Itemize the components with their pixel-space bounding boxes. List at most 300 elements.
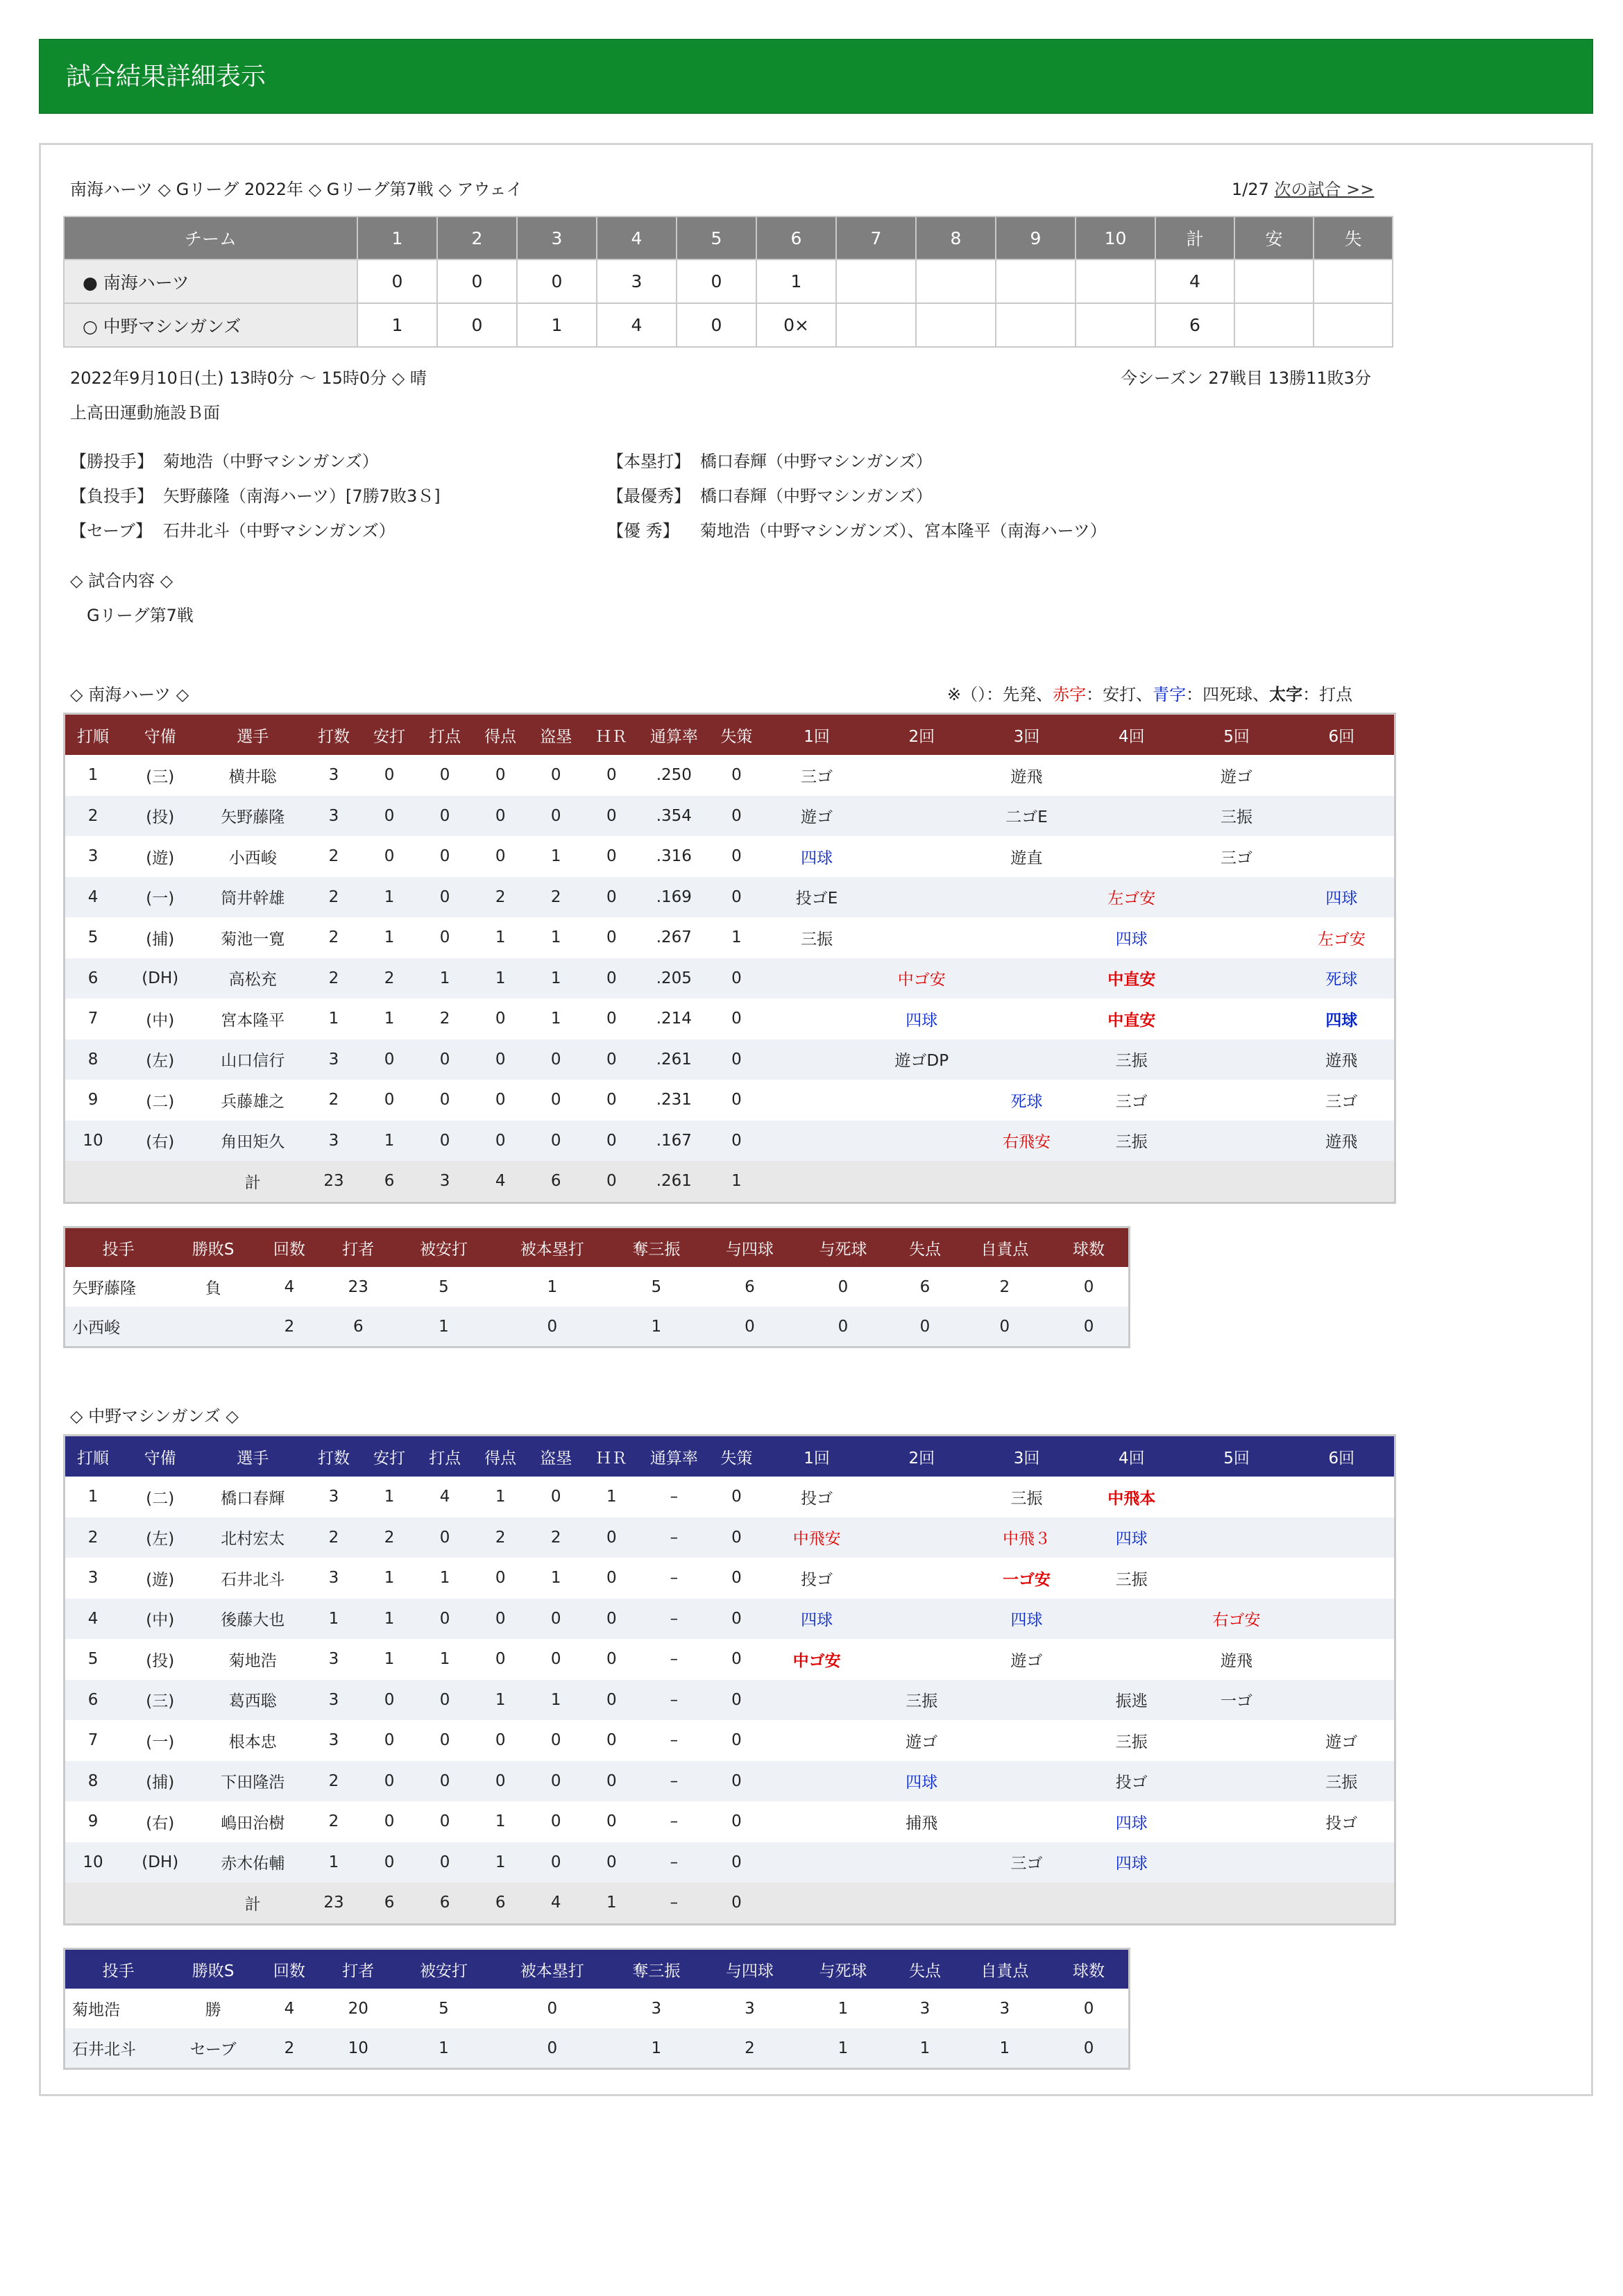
award-value: 石井北斗（中野マシンガンズ） bbox=[163, 521, 396, 541]
batter-order: 9 bbox=[65, 1080, 121, 1121]
batter-rbi: 0 bbox=[417, 755, 473, 796]
batter-ab: 2 bbox=[306, 836, 362, 877]
at-bat-result: 遊飛 bbox=[1325, 1133, 1358, 1152]
batter-hits: 1 bbox=[362, 1477, 417, 1517]
batter-player: 宮本隆平 bbox=[199, 998, 305, 1039]
inning-6-result bbox=[1289, 1477, 1394, 1517]
inning-4-result bbox=[1079, 958, 1184, 999]
inning-2-result bbox=[869, 877, 974, 918]
batter-errors: 0 bbox=[708, 1801, 764, 1842]
inning-5-result bbox=[1184, 1680, 1289, 1721]
legend-bold: 太字 bbox=[1269, 685, 1303, 704]
at-bat-result: 遊飛 bbox=[1325, 1052, 1358, 1071]
away-team-title: ◇ 中野マシンガンズ ◇ bbox=[70, 1406, 239, 1426]
total-runs: 4 bbox=[1155, 260, 1234, 303]
score-header-cell: 8 bbox=[916, 216, 996, 260]
batter-rbi: 0 bbox=[417, 1680, 473, 1721]
batter-ab: 3 bbox=[306, 1477, 362, 1517]
total-hits bbox=[1234, 303, 1314, 347]
at-bat-result: 三振 bbox=[1325, 1774, 1358, 1792]
legend-mid2: ：四死球、 bbox=[1186, 685, 1270, 704]
inning-3-result bbox=[974, 1720, 1079, 1761]
batter-ab: 1 bbox=[306, 998, 362, 1039]
inning-1-result bbox=[764, 1517, 869, 1558]
inning-1-result bbox=[764, 755, 869, 796]
batter-errors: 0 bbox=[708, 1599, 764, 1640]
inning-3-result bbox=[974, 796, 1079, 837]
score-header-cell: 1 bbox=[357, 216, 437, 260]
batting-header-cell: ＨＲ bbox=[584, 1436, 639, 1477]
batter-hr: 0 bbox=[584, 1761, 639, 1802]
batter-player: 石井北斗 bbox=[199, 1558, 305, 1599]
batter-hits: 0 bbox=[362, 1842, 417, 1883]
batter-errors: 0 bbox=[708, 1720, 764, 1761]
scoreboard-table bbox=[63, 216, 1393, 348]
total-value: 6 bbox=[362, 1882, 417, 1923]
inning-4-result bbox=[1079, 1558, 1184, 1599]
at-bat-result: 四球 bbox=[1115, 1855, 1148, 1873]
inning-3-result bbox=[974, 1477, 1079, 1517]
at-bat-result: 中直安 bbox=[1107, 1011, 1156, 1030]
batting-header-cell: 4回 bbox=[1079, 715, 1184, 755]
home-batting-table bbox=[65, 715, 1394, 1202]
team-name-cell bbox=[64, 260, 357, 303]
pitcher-stat: 3 bbox=[703, 1989, 797, 2028]
team-name: 中野マシンガンズ bbox=[103, 316, 241, 337]
pitcher-stat: 5 bbox=[393, 1989, 495, 2028]
batter-hr: 0 bbox=[584, 1121, 639, 1162]
inning-2-result bbox=[869, 1599, 974, 1640]
pitcher-stat: 0 bbox=[703, 1307, 797, 1346]
inning-6-result bbox=[1289, 958, 1394, 999]
inning-4-result bbox=[1079, 1842, 1184, 1883]
batter-ab: 3 bbox=[306, 1720, 362, 1761]
total-spacer bbox=[121, 1161, 199, 1202]
inning-1-result bbox=[764, 1720, 869, 1761]
inning-6-result bbox=[1289, 877, 1394, 918]
batter-player: 下田隆浩 bbox=[199, 1761, 305, 1802]
inning-5-result bbox=[1184, 1599, 1289, 1640]
batting-header-cell: 2回 bbox=[869, 715, 974, 755]
batter-rbi: 0 bbox=[417, 1039, 473, 1080]
home-team-title: ◇ 南海ハーツ ◇ bbox=[70, 685, 189, 704]
batter-sb: 0 bbox=[528, 1039, 584, 1080]
batter-order: 1 bbox=[65, 1477, 121, 1517]
total-value: 1 bbox=[708, 1161, 764, 1202]
batter-sb: 1 bbox=[528, 1558, 584, 1599]
team-marker: ● bbox=[83, 272, 98, 293]
inning-1-result bbox=[764, 1477, 869, 1517]
award-label: 【優 秀】 bbox=[607, 521, 679, 541]
next-game-link[interactable]: 次の試合 >> bbox=[1274, 180, 1375, 199]
total-spacer bbox=[65, 1882, 121, 1923]
inning-4-result bbox=[1079, 877, 1184, 918]
at-bat-result: 中飛３ bbox=[1003, 1530, 1051, 1549]
game-pager bbox=[1232, 176, 1374, 200]
batter-avg: – bbox=[639, 1680, 708, 1721]
pitching-header-cell: 球数 bbox=[1049, 1228, 1128, 1267]
batter-row bbox=[65, 755, 1394, 796]
total-value: 23 bbox=[306, 1161, 362, 1202]
inning-1-result bbox=[764, 1121, 869, 1162]
inning-6-result bbox=[1289, 1080, 1394, 1121]
inning-1-result bbox=[764, 1761, 869, 1802]
inning-2-result bbox=[869, 1801, 974, 1842]
pitching-header-cell: 球数 bbox=[1049, 1950, 1128, 1989]
score-header-cell: 10 bbox=[1076, 216, 1155, 260]
at-bat-result: 四球 bbox=[1325, 890, 1358, 908]
total-spacer bbox=[1184, 1882, 1289, 1923]
batter-rbi: 0 bbox=[417, 1842, 473, 1883]
batter-position: (捕) bbox=[121, 917, 199, 958]
batter-avg: .169 bbox=[639, 877, 708, 918]
pitcher-stat: 10 bbox=[324, 2028, 393, 2068]
batter-ab: 2 bbox=[306, 1517, 362, 1558]
batter-sb: 2 bbox=[528, 1517, 584, 1558]
batter-sb: 1 bbox=[528, 998, 584, 1039]
inning-4-result bbox=[1079, 1801, 1184, 1842]
batter-runs: 0 bbox=[473, 1558, 528, 1599]
pitcher-stat: 2 bbox=[255, 2028, 323, 2068]
pitcher-stat: 6 bbox=[703, 1267, 797, 1307]
pitcher-stat: 4 bbox=[255, 1267, 323, 1307]
total-spacer bbox=[1184, 1161, 1289, 1202]
awards-right bbox=[607, 448, 1107, 552]
at-bat-result: 四球 bbox=[906, 1011, 938, 1030]
batter-row bbox=[65, 1039, 1394, 1080]
at-bat-result: 四球 bbox=[1115, 1814, 1148, 1832]
pitching-header-cell: 与死球 bbox=[797, 1228, 890, 1267]
inning-3-result bbox=[974, 917, 1079, 958]
inning-score: 1 bbox=[756, 260, 836, 303]
batter-sb: 0 bbox=[528, 796, 584, 837]
pitcher-stat: 負 bbox=[171, 1267, 255, 1307]
team-name: 南海ハーツ bbox=[103, 272, 189, 293]
inning-6-result bbox=[1289, 1639, 1394, 1680]
inning-4-result bbox=[1079, 998, 1184, 1039]
total-value: 0 bbox=[708, 1882, 764, 1923]
pitcher-stat: 勝 bbox=[171, 1989, 255, 2028]
batter-avg: .354 bbox=[639, 796, 708, 837]
legend-prefix: ※（）：先発、 bbox=[947, 685, 1053, 704]
at-bat-result: 右ゴ安 bbox=[1212, 1611, 1261, 1630]
batter-position: (中) bbox=[121, 1599, 199, 1640]
batter-hits: 0 bbox=[362, 1801, 417, 1842]
batter-runs: 1 bbox=[473, 1477, 528, 1517]
batting-header-cell: 得点 bbox=[473, 715, 528, 755]
inning-score: 0 bbox=[437, 260, 517, 303]
batter-rbi: 0 bbox=[417, 1720, 473, 1761]
batter-hits: 0 bbox=[362, 1720, 417, 1761]
batter-avg: – bbox=[639, 1720, 708, 1761]
at-bat-result: 三振 bbox=[1115, 1733, 1148, 1751]
batter-position: (DH) bbox=[121, 958, 199, 999]
batter-avg: .205 bbox=[639, 958, 708, 999]
pitcher-stat: 0 bbox=[1049, 1307, 1128, 1346]
batter-rbi: 0 bbox=[417, 1517, 473, 1558]
batter-sb: 0 bbox=[528, 1639, 584, 1680]
batter-runs: 1 bbox=[473, 1801, 528, 1842]
batter-row bbox=[65, 1558, 1394, 1599]
batter-runs: 0 bbox=[473, 1080, 528, 1121]
batter-sb: 1 bbox=[528, 917, 584, 958]
batting-header-cell: 失策 bbox=[708, 715, 764, 755]
batter-avg: – bbox=[639, 1761, 708, 1802]
pitcher-stat: 0 bbox=[1049, 1989, 1128, 2028]
batting-header-cell: 3回 bbox=[974, 1436, 1079, 1477]
pitching-header-cell: 被本塁打 bbox=[495, 1950, 610, 1989]
total-value: .261 bbox=[639, 1161, 708, 1202]
batter-hr: 0 bbox=[584, 1680, 639, 1721]
pitcher-stat: 1 bbox=[610, 2028, 704, 2068]
content-text: Gリーグ第7戦 bbox=[87, 606, 194, 625]
batter-rbi: 0 bbox=[417, 1080, 473, 1121]
at-bat-result: 振逃 bbox=[1115, 1692, 1148, 1711]
batting-header-cell: 盗塁 bbox=[528, 1436, 584, 1477]
batter-hits: 2 bbox=[362, 958, 417, 999]
at-bat-result: 三ゴ bbox=[1221, 849, 1252, 867]
batter-sb: 1 bbox=[528, 958, 584, 999]
batter-player: 葛西聡 bbox=[199, 1680, 305, 1721]
inning-2-result bbox=[869, 958, 974, 999]
batter-errors: 0 bbox=[708, 796, 764, 837]
pitching-header-cell: 奪三振 bbox=[610, 1950, 704, 1989]
score-header-cell: 失 bbox=[1314, 216, 1393, 260]
award-value: 菊地浩（中野マシンガンズ） bbox=[163, 452, 379, 471]
batter-hr: 0 bbox=[584, 1599, 639, 1640]
batter-order: 10 bbox=[65, 1842, 121, 1883]
batter-avg: – bbox=[639, 1477, 708, 1517]
total-value: 6 bbox=[528, 1161, 584, 1202]
batter-hr: 0 bbox=[584, 1801, 639, 1842]
award-row bbox=[607, 517, 1107, 552]
at-bat-result: 投ゴ bbox=[1115, 1774, 1148, 1792]
legend-blue: 青字 bbox=[1153, 685, 1187, 704]
inning-score bbox=[1076, 303, 1155, 347]
batter-row bbox=[65, 1680, 1394, 1721]
batter-errors: 0 bbox=[708, 1121, 764, 1162]
total-hits bbox=[1234, 260, 1314, 303]
score-header-cell: 9 bbox=[996, 216, 1076, 260]
batter-avg: – bbox=[639, 1639, 708, 1680]
at-bat-result: 三ゴ bbox=[1010, 1855, 1043, 1873]
inning-4-result bbox=[1079, 1477, 1184, 1517]
inning-6-result bbox=[1289, 998, 1394, 1039]
batter-order: 8 bbox=[65, 1039, 121, 1080]
batter-sb: 0 bbox=[528, 1080, 584, 1121]
total-label: 計 bbox=[199, 1161, 305, 1202]
total-spacer bbox=[1289, 1882, 1394, 1923]
batter-position: (右) bbox=[121, 1801, 199, 1842]
batter-ab: 1 bbox=[306, 1599, 362, 1640]
batter-row bbox=[65, 836, 1394, 877]
batter-avg: – bbox=[639, 1517, 708, 1558]
legend-red: 赤字 bbox=[1053, 685, 1087, 704]
inning-5-result bbox=[1184, 877, 1289, 918]
inning-3-result bbox=[974, 998, 1079, 1039]
pitcher-row bbox=[65, 2028, 1128, 2068]
inning-6-result bbox=[1289, 1121, 1394, 1162]
award-value: 橋口春輝（中野マシンガンズ） bbox=[700, 452, 933, 471]
inning-4-result bbox=[1079, 1599, 1184, 1640]
inning-1-result bbox=[764, 1558, 869, 1599]
batter-hr: 0 bbox=[584, 1639, 639, 1680]
batting-header-cell: ＨＲ bbox=[584, 715, 639, 755]
batter-sb: 0 bbox=[528, 1720, 584, 1761]
batter-hr: 0 bbox=[584, 755, 639, 796]
batting-header-cell: 盗塁 bbox=[528, 715, 584, 755]
inning-score: 0 bbox=[357, 260, 437, 303]
award-row bbox=[607, 448, 1107, 482]
inning-1-result bbox=[764, 1039, 869, 1080]
batter-hr: 0 bbox=[584, 1558, 639, 1599]
inning-score bbox=[836, 303, 916, 347]
inning-4-result bbox=[1079, 1680, 1184, 1721]
at-bat-result: 四球 bbox=[801, 1611, 833, 1630]
total-value: 6 bbox=[362, 1161, 417, 1202]
inning-5-result bbox=[1184, 1761, 1289, 1802]
batter-avg: .214 bbox=[639, 998, 708, 1039]
batter-row bbox=[65, 1080, 1394, 1121]
score-header-cell: 2 bbox=[437, 216, 517, 260]
inning-1-result bbox=[764, 1842, 869, 1883]
batter-order: 8 bbox=[65, 1761, 121, 1802]
pitcher-stat: 1 bbox=[797, 1989, 890, 2028]
batter-ab: 3 bbox=[306, 1558, 362, 1599]
at-bat-result: 遊ゴ bbox=[1010, 1651, 1043, 1670]
batter-row bbox=[65, 796, 1394, 837]
batter-row bbox=[65, 1761, 1394, 1802]
batter-runs: 0 bbox=[473, 1039, 528, 1080]
awards-left bbox=[70, 448, 441, 552]
at-bat-result: 死球 bbox=[1325, 971, 1358, 989]
batter-avg: .231 bbox=[639, 1080, 708, 1121]
batting-header-row bbox=[65, 715, 1394, 755]
batter-runs: 0 bbox=[473, 796, 528, 837]
at-bat-result: 三ゴ bbox=[801, 767, 833, 786]
batter-order: 6 bbox=[65, 958, 121, 999]
inning-2-result bbox=[869, 1720, 974, 1761]
inning-3-result bbox=[974, 1801, 1079, 1842]
pitcher-stat: 1 bbox=[495, 1267, 610, 1307]
batter-errors: 0 bbox=[708, 755, 764, 796]
at-bat-result: 死球 bbox=[1010, 1092, 1043, 1111]
inning-5-result bbox=[1184, 958, 1289, 999]
at-bat-result: 投ゴE bbox=[795, 890, 838, 908]
batter-ab: 3 bbox=[306, 796, 362, 837]
at-bat-result: 遊ゴ bbox=[1325, 1733, 1358, 1751]
inning-score bbox=[1076, 260, 1155, 303]
pitching-header-cell: 回数 bbox=[255, 1950, 323, 1989]
pitching-header-cell: 勝敗S bbox=[171, 1228, 255, 1267]
at-bat-result: 三振 bbox=[1115, 1133, 1148, 1152]
away-batting-table bbox=[65, 1436, 1394, 1923]
inning-3-result bbox=[974, 877, 1079, 918]
season-record: 今シーズン 27戦目 13勝11敗3分 bbox=[1121, 368, 1371, 388]
pitcher-row bbox=[65, 1307, 1128, 1346]
at-bat-result: 一ゴ安 bbox=[1003, 1570, 1051, 1589]
score-header-cell: 安 bbox=[1234, 216, 1314, 260]
inning-3-result bbox=[974, 1842, 1079, 1883]
total-value: 6 bbox=[473, 1882, 528, 1923]
batter-order: 2 bbox=[65, 796, 121, 837]
batter-runs: 0 bbox=[473, 1720, 528, 1761]
batter-player: 嶋田治樹 bbox=[199, 1801, 305, 1842]
batter-sb: 0 bbox=[528, 1121, 584, 1162]
pitching-header-cell: 勝敗S bbox=[171, 1950, 255, 1989]
pitcher-row bbox=[65, 1267, 1128, 1307]
pitcher-stat: 1 bbox=[610, 1307, 704, 1346]
batter-hits: 0 bbox=[362, 1761, 417, 1802]
at-bat-result: 三振 bbox=[1221, 808, 1252, 827]
batter-ab: 2 bbox=[306, 958, 362, 999]
batter-avg: .250 bbox=[639, 755, 708, 796]
inning-2-result bbox=[869, 1680, 974, 1721]
at-bat-result: 四球 bbox=[801, 849, 833, 867]
inning-3-result bbox=[974, 1599, 1079, 1640]
batter-ab: 3 bbox=[306, 1039, 362, 1080]
at-bat-result: 三振 bbox=[1010, 1489, 1043, 1508]
score-header-cell: 3 bbox=[517, 216, 597, 260]
batter-hits: 0 bbox=[362, 836, 417, 877]
batting-header-cell: 1回 bbox=[764, 715, 869, 755]
batting-header-cell: 2回 bbox=[869, 1436, 974, 1477]
pitcher-stat: 1 bbox=[797, 2028, 890, 2068]
batter-runs: 0 bbox=[473, 1761, 528, 1802]
batter-position: (DH) bbox=[121, 1842, 199, 1883]
at-bat-result: 一ゴ bbox=[1221, 1692, 1252, 1711]
batter-row bbox=[65, 917, 1394, 958]
pitcher-stat: 6 bbox=[324, 1307, 393, 1346]
pitcher-stat: 1 bbox=[890, 2028, 960, 2068]
inning-4-result bbox=[1079, 1121, 1184, 1162]
at-bat-result: 中飛安 bbox=[792, 1530, 841, 1549]
batting-header-cell: 6回 bbox=[1289, 1436, 1394, 1477]
batter-hits: 1 bbox=[362, 1599, 417, 1640]
total-spacer bbox=[65, 1161, 121, 1202]
batter-avg: .261 bbox=[639, 1039, 708, 1080]
inning-4-result bbox=[1079, 755, 1184, 796]
batter-hr: 0 bbox=[584, 958, 639, 999]
batting-header-cell: 6回 bbox=[1289, 715, 1394, 755]
at-bat-result: 中直安 bbox=[1107, 971, 1156, 989]
batter-player: 筒井幹雄 bbox=[199, 877, 305, 918]
batter-row bbox=[65, 1801, 1394, 1842]
pitcher-stat: 6 bbox=[890, 1267, 960, 1307]
pitching-header-cell: 失点 bbox=[890, 1228, 960, 1267]
total-spacer bbox=[974, 1161, 1079, 1202]
inning-2-result bbox=[869, 1558, 974, 1599]
batter-order: 9 bbox=[65, 1801, 121, 1842]
batting-header-cell: 打点 bbox=[417, 1436, 473, 1477]
inning-5-result bbox=[1184, 1080, 1289, 1121]
batter-errors: 0 bbox=[708, 1639, 764, 1680]
batter-hr: 0 bbox=[584, 796, 639, 837]
batter-sb: 1 bbox=[528, 836, 584, 877]
batter-ab: 3 bbox=[306, 1680, 362, 1721]
inning-2-result bbox=[869, 1639, 974, 1680]
batter-player: 矢野藤隆 bbox=[199, 796, 305, 837]
inning-score bbox=[916, 303, 996, 347]
at-bat-result: 三振 bbox=[801, 930, 833, 949]
batter-hits: 1 bbox=[362, 1639, 417, 1680]
at-bat-result: 四球 bbox=[1010, 1611, 1043, 1630]
batter-row bbox=[65, 1517, 1394, 1558]
batter-order: 7 bbox=[65, 1720, 121, 1761]
batter-player: 高松充 bbox=[199, 958, 305, 999]
pitching-header-cell: 打者 bbox=[324, 1950, 393, 1989]
batter-hr: 1 bbox=[584, 1477, 639, 1517]
